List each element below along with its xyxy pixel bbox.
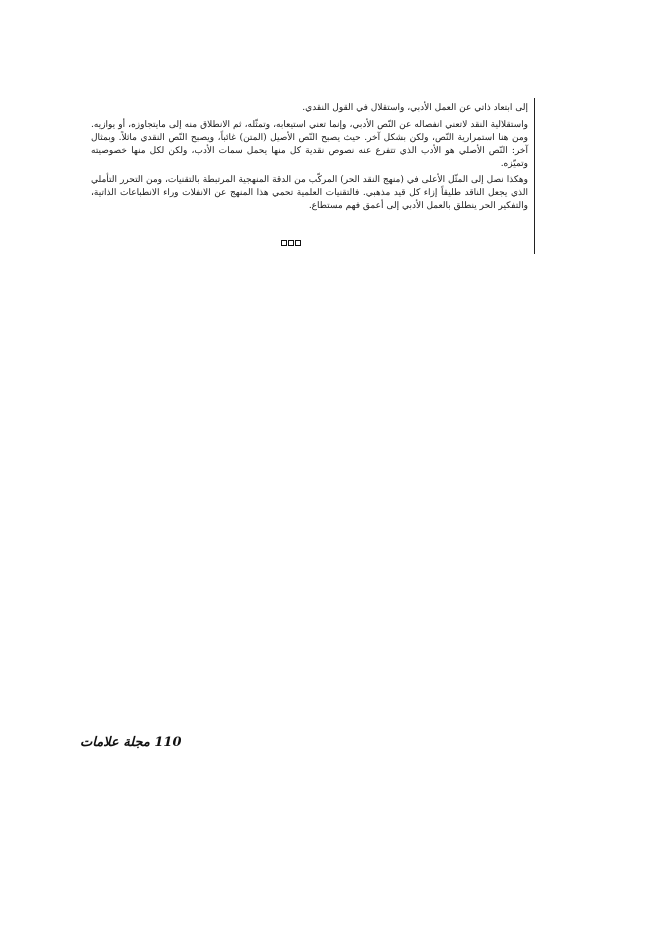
ornament-square-icon xyxy=(288,240,294,246)
ornament-square-icon xyxy=(295,240,301,246)
page-number: 110 xyxy=(154,735,182,750)
section-end-ornament xyxy=(281,240,301,246)
paragraph-3: وهكذا نصل إلى المثّل الأعلى في (منهج النقد الحر) المركّب من الدقة المنهجية المرتبطة بالتقنيات، ومن التحرر التأملي الذي يجعل الناقد طليقاً إزاء كل قيد مذهبي. فالتقنيات العلمية تحمي هذا المنهج عن الانفلات وراء الانطباعات الذاتية، والتفكير الحر ينطلق بالعمل الأدبي إلى أعمق فهم مستطاع. xyxy=(91,175,528,211)
margin-rule xyxy=(534,98,535,254)
journal-name: مجلة علامات xyxy=(80,735,150,750)
page-footer xyxy=(80,735,190,750)
body-text xyxy=(91,102,528,213)
paragraph-1: إلى ابتعاد ذاتي عن العمل الأدبي، واستقلال في القول النقدي. xyxy=(302,103,528,113)
paragraph-2: واستقلالية النقد لاتعني انفصاله عن النّص الأدبي، وإنما تعني استيعابه، وتمثّله، ثم الانطلاق منه إلى مايتجاوزه، أو يوازيه. ومن هنا استمرارية النّص، ولكن بشكل آخر. حيث يصبح النّص الأصيل (المتن) غائباً، ويصبح النّص النقدي ماثلاً. وبمثال آخر: النّص الأصلي هو الأدب الذي تتفرع عنه نصوص نقدية كل منها يحمل سمات الأدب، ولكن لكل منها خصوصيته وتميّزه. xyxy=(91,120,528,169)
ornament-square-icon xyxy=(281,240,287,246)
